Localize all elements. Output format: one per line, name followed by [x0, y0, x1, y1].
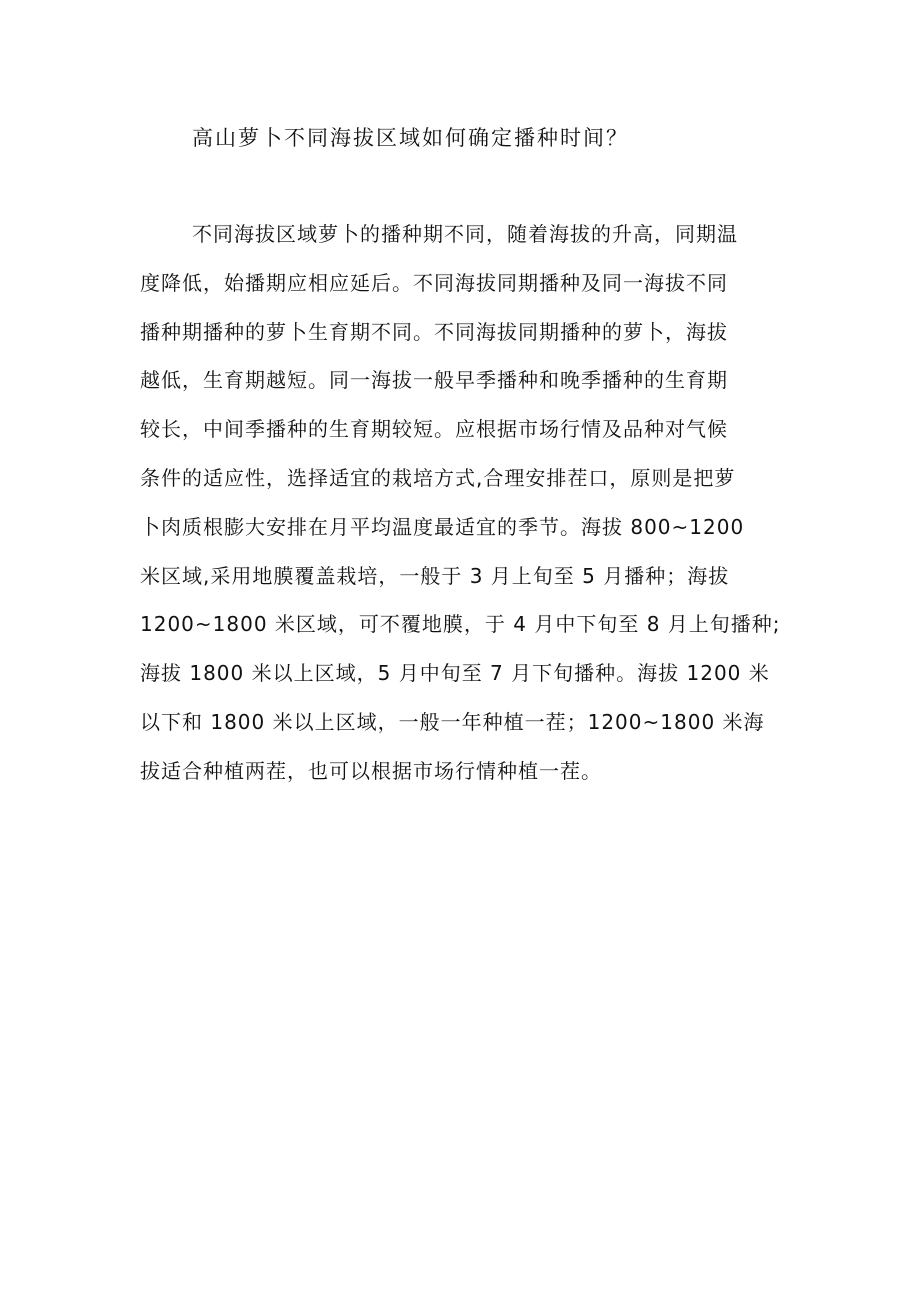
paragraph-line: 1200~1800 米区域，可不覆地膜，于 4 月中下旬至 8 月上旬播种;: [140, 612, 781, 637]
paragraph-line: 播种期播种的萝卜生育期不同。不同海拔同期播种的萝卜，海拔: [140, 319, 728, 344]
document-paragraph: [140, 210, 792, 796]
document-title: 高山萝卜不同海拔区域如何确定播种时间？: [192, 126, 629, 150]
paragraph-line: 海拔 1800 米以上区域，5 月中旬至 7 月下旬播种。海拔 1200 米: [140, 661, 770, 686]
paragraph-line: 度降低，始播期应相应延后。不同海拔同期播种及同一海拔不同: [140, 270, 728, 295]
paragraph-line: 拔适合种植两茬，也可以根据市场行情种植一茬。: [140, 758, 602, 783]
paragraph-line: 较长，中间季播种的生育期较短。应根据市场行情及品种对气候: [140, 417, 728, 442]
paragraph-line: 越低，生育期越短。同一海拔一般早季播种和晚季播种的生育期: [140, 368, 728, 393]
paragraph-line: 米区域,采用地膜覆盖栽培，一般于 3 月上旬至 5 月播种；海拔: [140, 563, 730, 588]
paragraph-line: 不同海拔区域萝卜的播种期不同，随着海拔的升高，同期温: [192, 222, 738, 246]
paragraph-line: 卜肉质根膨大安排在月平均温度最适宜的季节。海拔 800~1200: [140, 514, 745, 539]
paragraph-line: 以下和 1800 米以上区域，一般一年种植一茬；1200~1800 米海: [140, 709, 765, 734]
paragraph-line: 条件的适应性，选择适宜的栽培方式,合理安排茬口，原则是把萝: [140, 465, 736, 490]
